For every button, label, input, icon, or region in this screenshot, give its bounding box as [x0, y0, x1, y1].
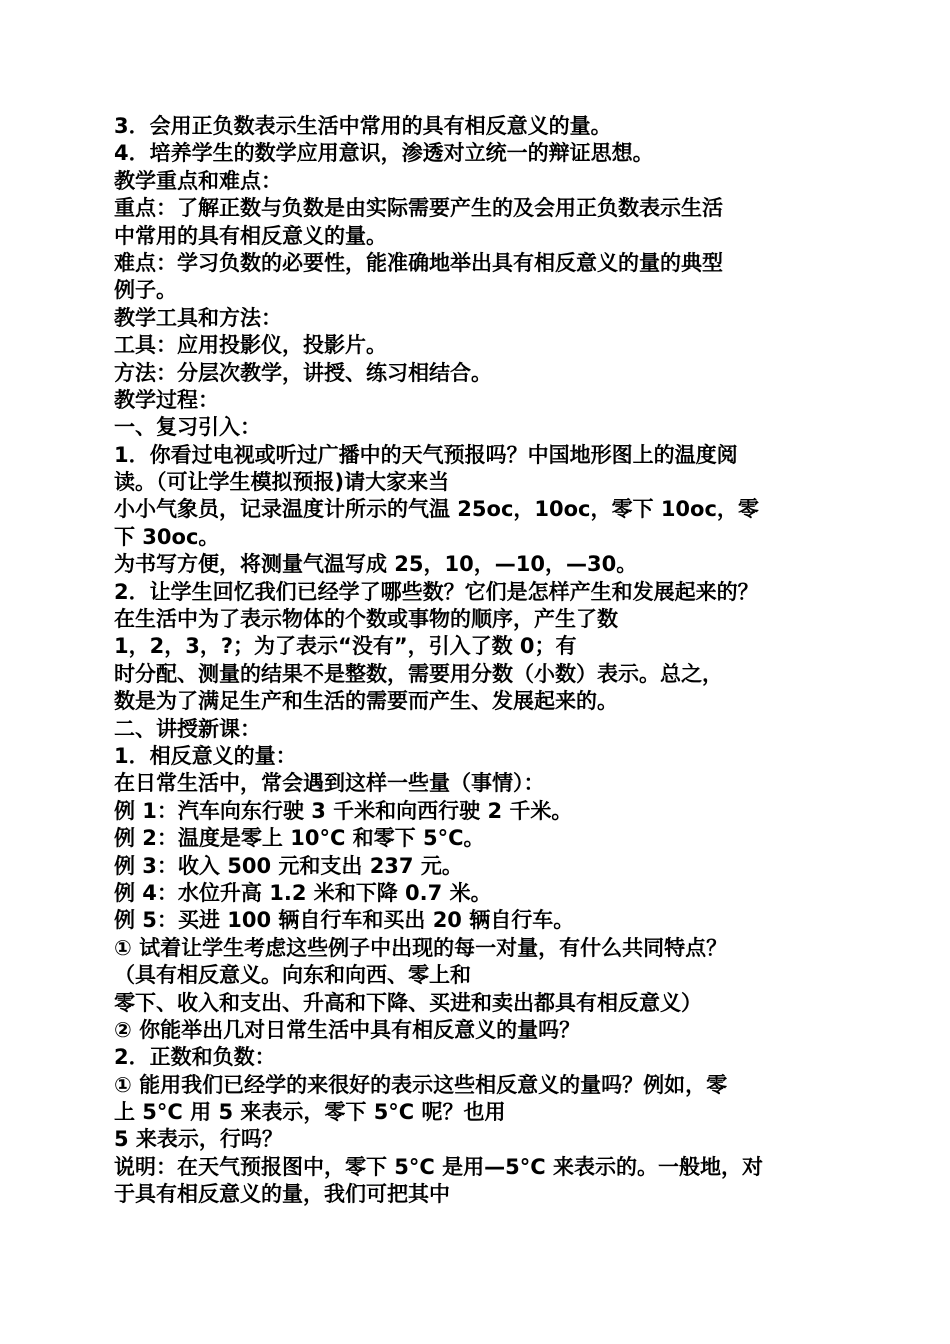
text-line: 方法：分层次教学，讲授、练习相结合。 — [114, 360, 492, 385]
section-heading: 二、讲授新课： — [114, 716, 261, 741]
text-line: 时分配、测量的结果不是整数，需要用分数（小数）表示。总之， — [114, 661, 723, 686]
text-line: 读。（可让学生模拟预报)请大家来当 — [114, 470, 450, 495]
text-line: 说明：在天气预报图中，零下 5°C 是用—5°C 来表示的。一般地，对 — [114, 1154, 763, 1179]
text-line: 数是为了满足生产和生活的需要而产生、发展起来的。 — [114, 689, 618, 714]
text-line: 难点：学习负数的必要性，能准确地举出具有相反意义的量的典型 — [114, 250, 723, 275]
example-line: 例 4：水位升高 1.2 米和下降 0.7 米。 — [114, 880, 492, 905]
text-line: 5 来表示，行吗？ — [114, 1127, 283, 1152]
text-line: 在日常生活中，常会遇到这样一些量（事情）： — [114, 771, 545, 796]
text-line: 下 30oc。 — [114, 524, 220, 549]
text-line: 3．会用正负数表示生活中常用的具有相反意义的量。 — [114, 114, 612, 138]
text-line: 2．让学生回忆我们已经学了哪些数？它们是怎样产生和发展起来的？ — [114, 579, 759, 604]
text-line: 中常用的具有相反意义的量。 — [114, 223, 387, 248]
example-line: 例 3：收入 500 元和支出 237 元。 — [114, 853, 463, 878]
section-heading: 教学重点和难点： — [114, 168, 282, 193]
text-line: 1，2，3，?；为了表示“没有”，引入了数 0；有 — [114, 634, 577, 659]
example-line: 例 5：买进 100 辆自行车和买出 20 辆自行车。 — [114, 908, 575, 933]
text-line: （具有相反意义。向东和向西、零上和 — [114, 963, 471, 988]
section-heading: 一、复习引入： — [114, 415, 261, 440]
text-line: 1．相反意义的量： — [114, 743, 297, 768]
text-line: 1．你看过电视或听过广播中的天气预报吗？中国地形图上的温度阅 — [114, 442, 738, 467]
example-line: 例 2：温度是零上 10°C 和零下 5°C。 — [114, 826, 485, 851]
text-line: 2．正数和负数： — [114, 1045, 276, 1070]
text-line: 小小气象员，记录温度计所示的气温 25oc，10oc，零下 10oc，零 — [114, 497, 759, 522]
text-line: ② 你能举出几对日常生活中具有相反意义的量吗？ — [114, 1017, 581, 1042]
text-line: 为书写方便，将测量气温写成 25，10，—10，—30。 — [114, 552, 638, 577]
section-heading: 教学工具和方法： — [114, 305, 282, 330]
text-line: 零下、收入和支出、升高和下降、买进和卖出都具有相反意义） — [114, 990, 702, 1015]
section-heading: 教学过程： — [114, 387, 219, 412]
text-line: 4．培养学生的数学应用意识，渗透对立统一的辩证思想。 — [114, 141, 654, 166]
text-line: ① 试着让学生考虑这些例子中出现的每一对量，有什么共同特点？ — [114, 935, 728, 960]
text-line: 例子。 — [114, 278, 177, 303]
text-line: 在生活中为了表示物体的个数或事物的顺序，产生了数 — [114, 607, 618, 632]
document-page — [114, 113, 844, 1209]
example-line: 例 1：汽车向东行驶 3 千米和向西行驶 2 千米。 — [114, 798, 573, 823]
text-line: 于具有相反意义的量，我们可把其中 — [114, 1182, 450, 1207]
text-line: 上 5°C 用 5 来表示，零下 5°C 呢？也用 — [114, 1100, 506, 1125]
text-line: 工具：应用投影仪，投影片。 — [114, 333, 387, 358]
text-line: 重点：了解正数与负数是由实际需要产生的及会用正负数表示生活 — [114, 196, 723, 221]
text-line: ① 能用我们已经学的来很好的表示这些相反意义的量吗？例如，零 — [114, 1072, 728, 1097]
